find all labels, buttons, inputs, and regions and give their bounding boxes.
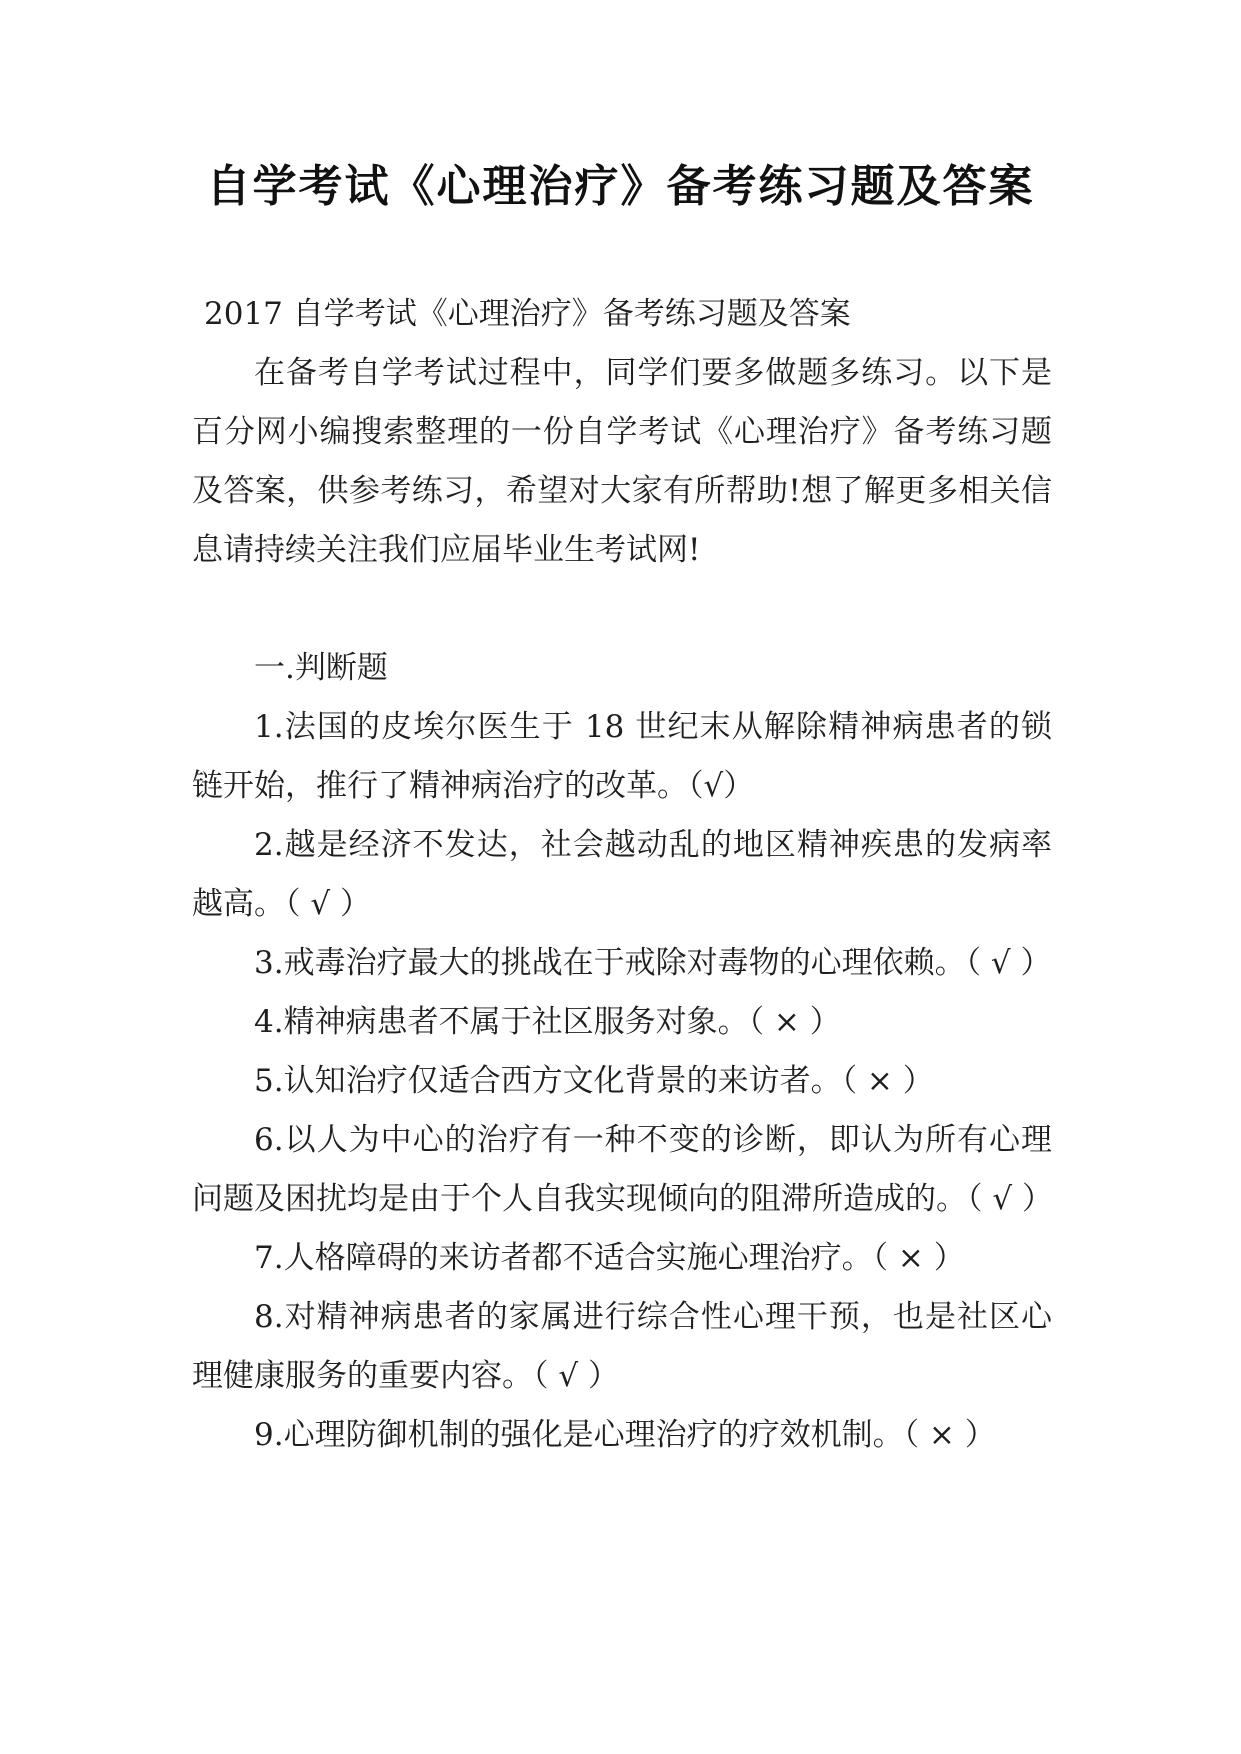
section-heading: 一.判断题 [254, 650, 388, 686]
question-item: 6.以人为中心的治疗有一种不变的诊断，即认为所有心理问题及困扰均是由于个人自我实现倾向的阻滞所造成的。（ √ ） [192, 1122, 1053, 1217]
document-body [192, 285, 1052, 1465]
question-item: 7.人格障碍的来访者都不适合实施心理治疗。（ × ） [254, 1240, 965, 1276]
question-item: 5.认知治疗仅适合西方文化背景的来访者。（ × ） [254, 1063, 934, 1099]
question-item: 3.戒毒治疗最大的挑战在于戒除对毒物的心理依赖。（ √ ） [254, 945, 1052, 981]
question-item: 4.精神病患者不属于社区服务对象。（ × ） [254, 1004, 841, 1040]
document-subtitle: 2017 自学考试《心理治疗》备考练习题及答案 [204, 296, 851, 332]
document-title: 自学考试《心理治疗》备考练习题及答案 [206, 161, 1035, 212]
intro-paragraph: 在备考自学考试过程中，同学们要多做题多练习。以下是百分网小编搜索整理的一份自学考试《心理治疗》备考练习题及答案，供参考练习，希望对大家有所帮助!想了解更多相关信息请持续关注我们应届毕业生考试网! [192, 355, 1052, 568]
question-item: 8.对精神病患者的家属进行综合性心理干预，也是社区心理健康服务的重要内容。（ √ ） [192, 1299, 1052, 1394]
question-item: 1.法国的皮埃尔医生于 18 世纪末从解除精神病患者的锁链开始，推行了精神病治疗的改革。（√） [192, 709, 1052, 804]
question-item: 2.越是经济不发达，社会越动乱的地区精神疾患的发病率越高。（ √ ） [192, 827, 1052, 922]
paragraph-spacer [192, 580, 1052, 639]
question-item: 9.心理防御机制的强化是心理治疗的疗效机制。（ × ） [254, 1417, 996, 1453]
